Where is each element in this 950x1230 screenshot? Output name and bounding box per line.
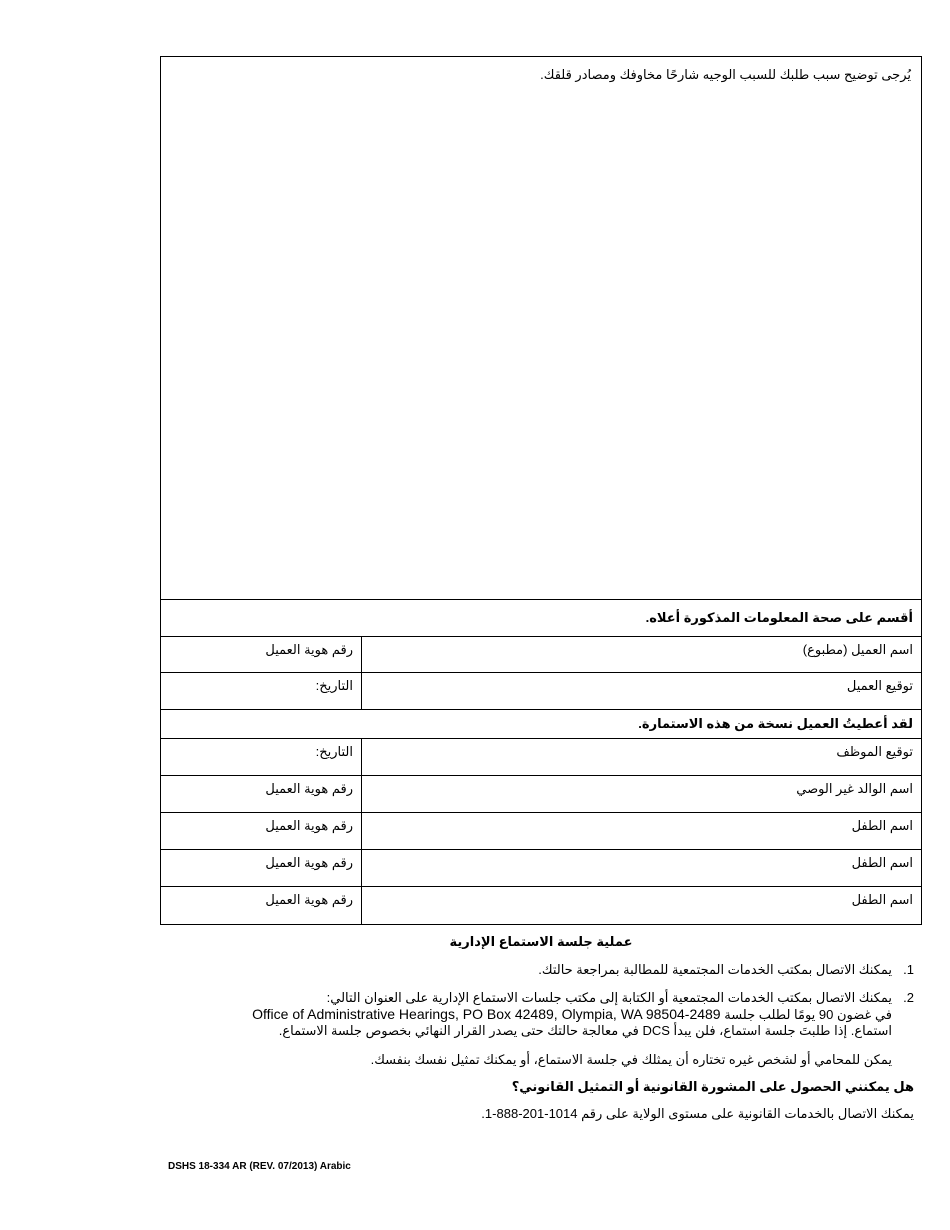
ncp-name-field[interactable]	[361, 776, 921, 812]
attestation-row	[161, 600, 921, 636]
client-signature-row	[161, 673, 921, 710]
child-3-id-field[interactable]	[161, 887, 361, 924]
form-box	[160, 56, 922, 925]
staff-signature-row	[161, 739, 921, 776]
staff-signature-field[interactable]	[361, 739, 921, 775]
ncp-id-field[interactable]	[161, 776, 361, 812]
child-2-row	[161, 850, 921, 887]
representation-text: يمكن للمحامي أو لشخص غيره تختاره أن يمثلك في جلسة الاستماع، أو يمكنك تمثيل نفسك بنفسك.	[370, 1052, 892, 1067]
copy-given-text: لقد أعطيتُ العميل نسخة من هذه الاستمارة.	[638, 716, 913, 731]
process-item-1	[184, 962, 914, 978]
ncp-name-row	[161, 776, 921, 813]
child-1-id-label: رقم هوية العميل	[265, 818, 353, 833]
client-name-row	[161, 636, 921, 673]
ncp-name-label: اسم الوالد غير الوصي	[796, 781, 913, 796]
client-signature-field[interactable]	[361, 673, 921, 709]
legal-question: هل يمكنني الحصول على المشورة القانونية أو التمثيل القانوني؟	[511, 1079, 914, 1094]
client-date-label: التاريخ:	[315, 678, 353, 693]
client-name-label: اسم العميل (مطبوع)	[802, 642, 913, 657]
client-name-field[interactable]	[361, 637, 921, 672]
child-1-id-field[interactable]	[161, 813, 361, 849]
form-footer-code: DSHS 18-334 AR (REV. 07/2013) Arabic	[168, 1161, 351, 1172]
child-3-name-field[interactable]	[361, 887, 921, 924]
ncp-id-label: رقم هوية العميل	[265, 781, 353, 796]
explanation-area[interactable]	[161, 57, 921, 600]
oah-address: Office of Administrative Hearings, PO Box 42489, Olympia, WA 98504-2489	[252, 1006, 721, 1022]
item-1-text: يمكنك الاتصال بمكتب الخدمات المجتمعية للمطالبة بمراجعة حالتك.	[538, 962, 892, 977]
item-2-text-b: في غضون 90 يومًا لطلب جلسة	[724, 1007, 892, 1022]
item-2-text-c: استماع. إذا طلبتَ جلسة استماع، فلن يبدأ DCS في معالجة حالتك حتى يصدر القرار النهائي بخصوص جلسة الاستماع.	[278, 1023, 892, 1038]
client-id-field[interactable]	[161, 637, 361, 672]
item-1-number: 1.	[903, 962, 914, 977]
item-2-text-a: يمكنك الاتصال بمكتب الخدمات المجتمعية أو الكتابة إلى مكتب جلسات الاستماع الإدارية على العنوان التالي:	[326, 990, 892, 1005]
child-2-name-field[interactable]	[361, 850, 921, 886]
explanation-prompt: يُرجى توضيح سبب طلبك للسبب الوجيه شارحًا مخاوفك ومصادر قلقك.	[540, 67, 911, 82]
attestation-text: أقسم على صحة المعلومات المذكورة أعلاه.	[645, 610, 913, 625]
child-1-name-label: اسم الطفل	[851, 818, 913, 833]
child-2-id-field[interactable]	[161, 850, 361, 886]
child-1-name-field[interactable]	[361, 813, 921, 849]
staff-date-field[interactable]	[161, 739, 361, 775]
child-3-row	[161, 887, 921, 924]
child-3-id-label: رقم هوية العميل	[265, 892, 353, 907]
staff-date-label: التاريخ:	[315, 744, 353, 759]
child-2-id-label: رقم هوية العميل	[265, 855, 353, 870]
client-date-field[interactable]	[161, 673, 361, 709]
client-id-label: رقم هوية العميل	[265, 642, 353, 657]
child-1-row	[161, 813, 921, 850]
client-signature-label: توقيع العميل	[846, 678, 913, 693]
legal-answer: يمكنك الاتصال بالخدمات القانونية على مستوى الولاية على رقم 1014-201-888-1.	[481, 1106, 914, 1121]
copy-given-row	[161, 710, 921, 739]
process-item-2	[184, 990, 914, 1039]
item-2-number: 2.	[903, 990, 914, 1005]
hearing-process-title: عملية جلسة الاستماع الإدارية	[449, 934, 633, 949]
staff-signature-label: توقيع الموظف	[836, 744, 913, 759]
child-3-name-label: اسم الطفل	[851, 892, 913, 907]
child-2-name-label: اسم الطفل	[851, 855, 913, 870]
